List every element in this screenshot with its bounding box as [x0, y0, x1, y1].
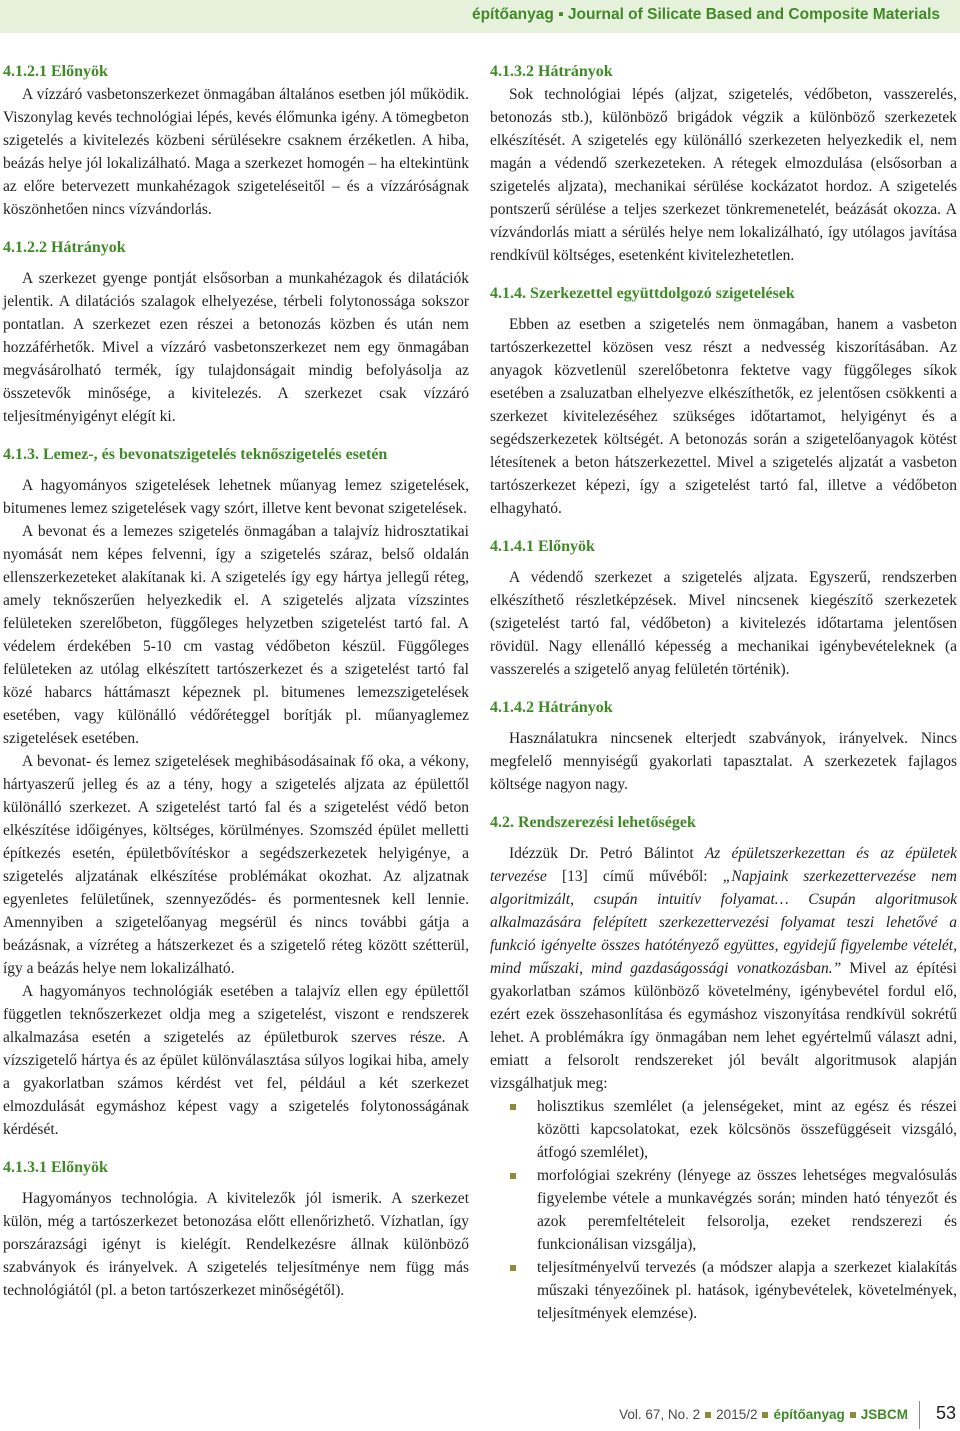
footer-journal-name: építőanyag	[773, 1407, 845, 1422]
method-list	[490, 1095, 957, 1325]
footer-info	[619, 1407, 908, 1422]
square-separator-icon	[762, 1412, 768, 1418]
paragraph: Sok technológiai lépés (aljzat, szigetelés, védőbeton, vasszerelés, betonozás stb.), különböző brigádok végzik a különböző szerkezetek elkészítését. A szigetelés egy különálló szerkezeten helyezkedik el, nem magán a védendő szerkezeteken. A rétegek elmozdulása (elsősorban a szigetelés aljzata), mechanikai sérülése kockázatot hordoz. A szigetelés pontszerű sérülése a teljes szerkezet tönkremenetelét, beázását okozza. A vízvándorlás miatt a sérülés helye nem lokalizálható, így utólagos javítása rendkívül költséges, esetenként kivitelezhetetlen.	[490, 86, 957, 264]
heading-4-1-4-2: 4.1.4.2 Hátrányok	[490, 699, 613, 716]
paragraph: Ebben az esetben a szigetelés nem önmagában, hanem a vasbeton tartószerkezettel közösen vesz részt a nedvesség kiszorításában. Az anyagok közvetlenül szerelőbetonra fektetve vagy függőleges síkok esetében a zsaluzatban elhelyezve elkészíthetők, ez jelentősen csökkenti a szerkezet kivitelezéséhez szükséges időtartamot, helyigényt és a segédszerkezetek költségét. A betonozás során a szigetelőanyagok kötést létesítenek a beton hátszerkezettel. Mivel a szigetelés aljzatát a vasbeton tartószerkezet képezi, így a szigetelést tartó fal, illetve a védőbeton elhagyható.	[490, 316, 957, 517]
paragraph: A bevonat- és lemez szigetelések meghibásodásainak fő oka, a vékony, hártyaszerű jelleg és az a tény, hogy a szigetelés aljzata az épülettől különálló szerkezet. A szigetelést tartó fal és a szigetelést védő beton elkészítése időigényes, költséges, körülményes. Szomszéd épület melletti építkezés esetén, épületbővítéskor a segédszerkezetek helyigénye, a szigetelés aljzatának elkészítése problémákat okozhat. Az aljzatnak egyenletes felületűnek, szennyeződés- és pormentesnek kell lennie. Amennyiben a szigetelőanyag megsérül és nincs további gátja a beázásnak, a vízréteg a hátszerkezet és a szigetelő réteg között szétterül, így a beázás helye nem lokalizálható.	[3, 753, 469, 977]
text: Mivel az építési gyakorlatban számos különböző követelmény, igénybevétel fordul elő, ezért ezek összehasonlítása és egymáshoz viszonyítása rendkívül sokrétű lehet. A problémákra így önmagában nem lehet egyértelmű választ adni, emiatt a felsorolt rendszereket jól bevált algoritmusok alapján vizsgálhatjuk meg:	[490, 960, 957, 1092]
paragraph: A bevonat és a lemezes szigetelés önmagában a talajvíz hidrosztatikai nyomását nem képes felvenni, így a szigetelés száraz, belső oldalán ellenszerkezeteket alakítanak ki. A szigetelés így egy hártya jellegű réteg, amely teknőszerűen helyezkedik el. A szigetelés aljzata vízszintes felületeken szerelőbeton, függőleges helyzetben szigetelést tartó fal. A védelem érdekében 5-10 cm vastag védőbeton készül. Függőleges felületeken az utólag elkészített tartószerkezet és a szigetelést tartó fal közé habarcs háttámaszt képeznek pl. bitumenes lemezszigetelések esetében, vagy különálló védőréteggel borítják pl. műanyaglemez szigetelések esetében.	[3, 523, 469, 747]
paragraph: A szerkezet gyenge pontját elsősorban a munkahézagok és dilatációk jelentik. A dilatációs szalagok elhelyezése, térbeli folytonossága sokszor pontatlan. A szerkezet ezen részei a betonozás közben és után nem hozzáférhetők. Mivel a vízzáró vasbetonszerkezet nem egy önmagában megvásárolható termék, így tulajdonságait mindig befolyásolja az összetevők minősége, a kivitelezés. A szerkezet csak vízzáró teljesítményigényt elégít ki.	[3, 270, 469, 425]
right-column	[490, 60, 957, 1325]
paragraph: A vízzáró vasbetonszerkezet önmagában általános esetben jól működik. Viszonylag kevés technológiai lépés, kevés élőmunka igény. A tömegbeton szigetelés a kivitelezés közbeni sérülésekre csaknem érzéketlen. A hiba, beázás helye jól lokalizálható. Maga a szerkezet homogén – ha eltekintünk az előre betervezett munkahézagok szigeteléseitől – és a vízzáróságnak köszönhetően nincs vízvándorlás.	[3, 86, 469, 218]
text: [13] című művéből:	[546, 868, 723, 885]
footer-journal-abbr: JSBCM	[860, 1407, 908, 1422]
list-item-text: holisztikus szemlélet (a jelenségeket, mint az egész és részei közötti kapcsolatokat, ezek kölcsönös összefüggéseit vizsgáló, átfogó szemlélet),	[537, 1098, 957, 1161]
heading-4-1-3: 4.1.3. Lemez-, és bevonatszigetelés teknőszigetelés esetén	[3, 446, 388, 463]
heading-4-1-4-1: 4.1.4.1 Előnyök	[490, 538, 595, 555]
paragraph: A hagyományos technológiák esetében a talajvíz ellen egy épülettől független teknőszerkezet oldja meg a szigetelést, viszont e rendszerek alkalmazása esetén a szigetelés az épületburok szerves része. A vízszigetelő hártya és az épület különválasztása súlyos logikai hiba, amely a gyakorlatban számos kérdést vet fel, például a két szerkezet elmozdulását egymáshoz képest vagy a szigetelés folytonosságának kérdését.	[3, 983, 469, 1138]
list-item-text: teljesítményelvű tervezés (a módszer alapja a szerkezet kialakítás műszaki tényezőinek pl. hatások, igénybevételek, követelmények, teljesítmények elemzése).	[537, 1259, 957, 1322]
footer-volume: Vol. 67, No. 2	[619, 1407, 701, 1422]
paragraph: Hagyományos technológia. A kivitelezők jól ismerik. A szerkezet külön, még a tartószerkezet betonozása előtt ellenőrizhető. Vízhatlan, így porszárazsági igényt is kielégít. Rendelkezésre állnak különböző szabványok és irányelvek. A szigetelés teljesítménye nem függ más technológiától (pl. a beton tartószerkezet minőségétől).	[3, 1190, 469, 1299]
paragraph: A védendő szerkezet a szigetelés aljzata. Egyszerű, rendszerben elkészíthető részletképzések. Mivel nincsenek kiegészítő szerkezetek (szigetelést tartó fal, védőbeton) a kivitelezés időtartama jelentősen rövidül. Nagy ellenálló képesség a mechanikai igénybevételeknek (a vasszerelés a szigetelő anyag felületén történik).	[490, 569, 957, 678]
heading-4-1-3-1: 4.1.3.1 Előnyök	[3, 1159, 108, 1176]
left-column	[3, 60, 469, 1302]
square-separator-icon	[705, 1412, 711, 1418]
book-title: Az épületszerkezettan és az épületek tervezése	[490, 845, 957, 885]
paragraph: A hagyományos szigetelések lehetnek műanyag lemez szigetelések, bitumenes lemez szigetelések vagy szórt, illetve kent bevonat szigetelések.	[3, 477, 469, 517]
journal-header-title: építőanyag ▪ Journal of Silicate Based and Composite Materials	[471, 6, 940, 23]
quotation: „Napjaink szerkezettervezése nem algoritmizált, csupán intuitív folyamat… Csupán algoritmusok alkalmazására felépített szerkezettervezési folyamat teszi lehetővé a funkció igényelte összes hatótényező együttes, egyidejű figyelembe vételét, mind műszaki, mind gazdaságossági vonatkozásban.”	[490, 868, 957, 977]
square-bullet-icon	[510, 1173, 516, 1179]
footer-issue: 2015/2	[716, 1407, 758, 1422]
list-item-text: morfológiai szekrény (lényege az összes lehetséges megvalósulás figyelembe vétele a munkavégzés során; minden ható tényezőt és azok peremfeltételeit felsorolja, ezeket rendszerezi és funkcionálisan vizsgálja),	[537, 1167, 957, 1253]
paragraph: Használatukra nincsenek elterjedt szabványok, irányelvek. Nincs megfelelő mennyiségű gyakorlati tapasztalat. A szerkezetek fajlagos költsége nagyon nagy.	[490, 730, 957, 793]
footer-divider	[919, 1401, 920, 1429]
text: Idézzük Dr. Petró Bálintot	[509, 845, 705, 862]
heading-4-1-4: 4.1.4. Szerkezettel együttdolgozó szigetelések	[490, 285, 795, 302]
paragraph	[490, 842, 957, 1095]
page-footer	[0, 1401, 960, 1429]
page-header	[0, 0, 960, 33]
heading-4-1-2-2: 4.1.2.2 Hátrányok	[3, 239, 126, 256]
page-number: 53	[935, 1403, 956, 1423]
list-item	[490, 1095, 957, 1164]
list-item	[490, 1256, 957, 1325]
square-bullet-icon	[510, 1265, 516, 1271]
heading-4-2: 4.2. Rendszerezési lehetőségek	[490, 814, 696, 831]
heading-4-1-3-2: 4.1.3.2 Hátrányok	[490, 63, 613, 80]
square-separator-icon	[850, 1412, 856, 1418]
list-item	[490, 1164, 957, 1256]
heading-4-1-2-1: 4.1.2.1 Előnyök	[3, 63, 108, 80]
square-bullet-icon	[510, 1104, 516, 1110]
